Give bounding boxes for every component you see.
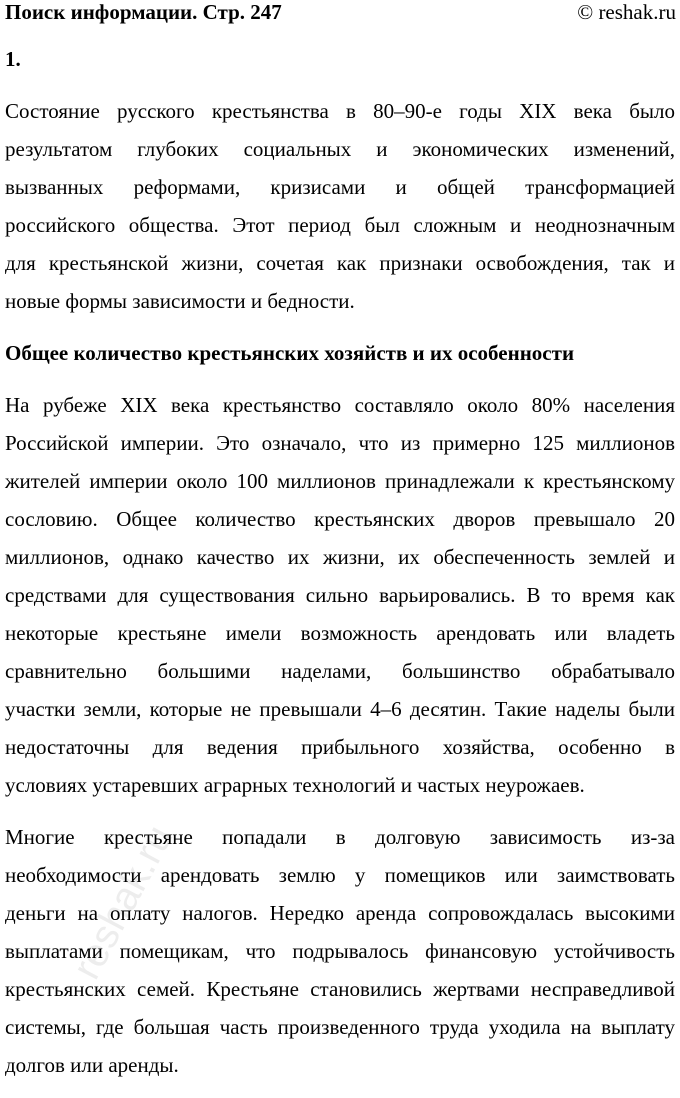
text-line: Российской империи. Это означало, что из примерно 125 миллионов [5, 431, 675, 455]
text-line: участки земли, которые не превышали 4–6 десятин. Такие наделы были [5, 697, 675, 721]
answer-content [5, 92, 675, 1098]
text-line: недостаточны для ведения прибыльного хозяйства, особенно в [5, 735, 675, 759]
text-line: некоторые крестьяне имели возможность арендовать или владеть [5, 621, 675, 645]
text-line: Состояние русского крестьянства в 80–90-е годы XIX века было [5, 99, 675, 123]
text-line: необходимости арендовать землю у помещиков или заимствовать [5, 863, 675, 887]
text-line: средствами для существования сильно варьировались. В то время как [5, 583, 675, 607]
watermark: reshak.ru [64, 818, 182, 987]
text-line: выплатами помещикам, что подрывалось финансовую устойчивость [5, 939, 675, 963]
page-title: Поиск информации. Стр. 247 [5, 0, 282, 24]
text-line: вызванных реформами, кризисами и общей трансформацией [5, 175, 675, 199]
section-heading: Общее количество крестьянских хозяйств и их особенности [5, 341, 575, 365]
text-line: деньги на оплату налогов. Нередко аренда сопровождалась высокими [5, 901, 675, 925]
text-line: сословию. Общее количество крестьянских дворов превышало 20 [5, 507, 675, 531]
text-line: Многие крестьяне попадали в долговую зависимость из-за [5, 825, 675, 849]
task-number: 1. [5, 47, 21, 71]
paragraph-2 [5, 386, 675, 804]
text-line: На рубеже XIX века крестьянство составляло около 80% населения [5, 393, 675, 417]
paragraph-3 [5, 818, 675, 1084]
text-line: российского общества. Этот период был сложным и неоднозначным [5, 213, 675, 237]
text-line: жителей империи около 100 миллионов принадлежали к крестьянскому [5, 469, 675, 493]
text-line: миллионов, однако качество их жизни, их обеспеченность землей и [5, 545, 675, 569]
text-line: сравнительно большими наделами, большинство обрабатывало [5, 659, 675, 683]
paragraph-1 [5, 92, 675, 320]
text-line: условиях устаревших аграрных технологий и частых неурожаев. [5, 773, 585, 797]
text-line: долгов или аренды. [5, 1053, 179, 1077]
text-line: системы, где большая часть произведенного труда уходила на выплату [5, 1015, 675, 1039]
text-line: новые формы зависимости и бедности. [5, 289, 355, 313]
text-line: для крестьянской жизни, сочетая как признаки освобождения, так и [5, 251, 675, 275]
page-header [5, 0, 676, 28]
text-line: результатом глубоких социальных и экономических изменений, [5, 137, 675, 161]
copyright: © reshak.ru [577, 0, 676, 24]
text-line: крестьянских семей. Крестьяне становились жертвами несправедливой [5, 977, 675, 1001]
